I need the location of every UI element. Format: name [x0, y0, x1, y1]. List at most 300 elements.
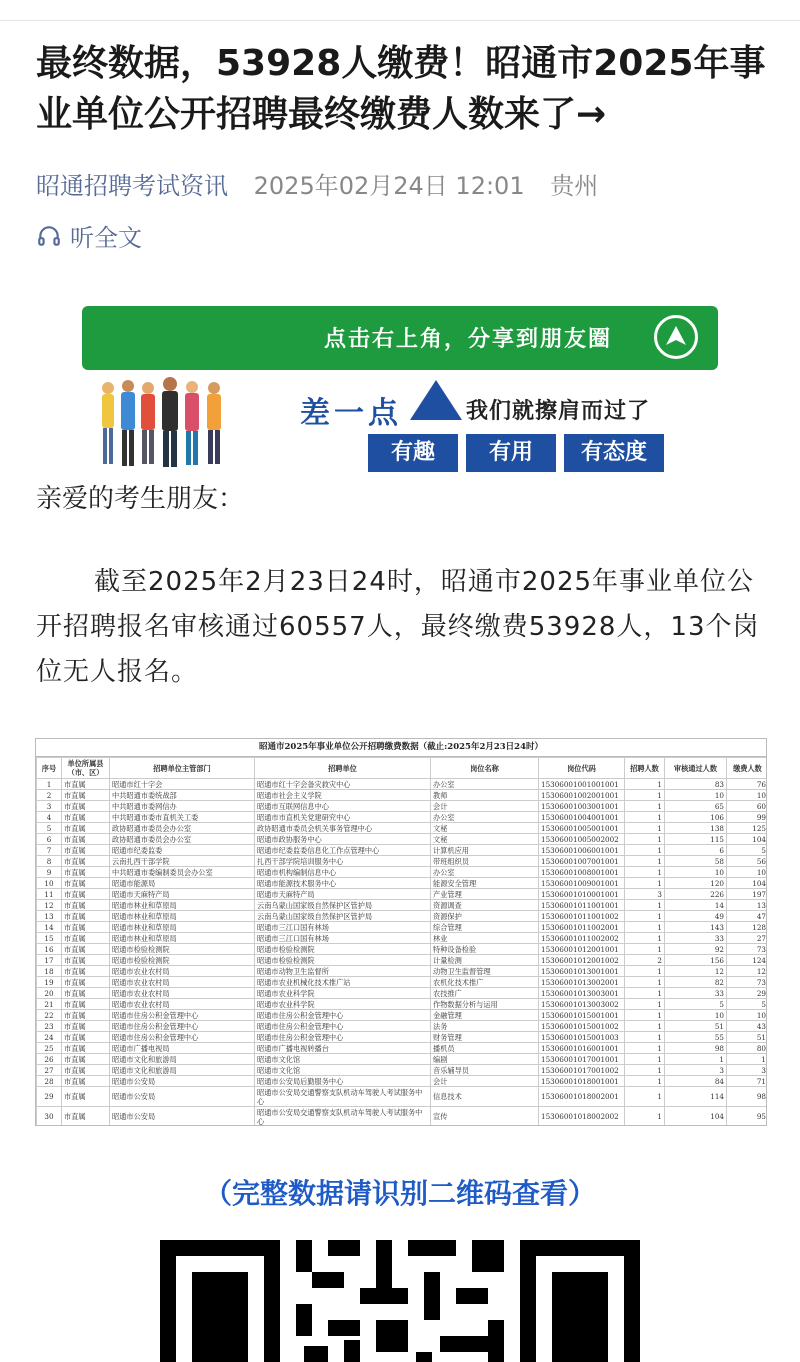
- table-cell: 计算机应用: [431, 845, 539, 856]
- table-row: [37, 834, 768, 845]
- table-cell: 昭通市农业农村局: [110, 977, 255, 988]
- table-cell: 特种设备检验: [431, 944, 539, 955]
- table-cell: 5: [665, 999, 727, 1010]
- table-cell: 昭通市三江口国有林场: [255, 922, 431, 933]
- table-cell: 15306001002001001: [539, 790, 625, 801]
- table-cell: 昭通市文化馆: [255, 1054, 431, 1065]
- table-cell: 市直属: [62, 988, 110, 999]
- table-cell: 作物数据分析与运用: [431, 999, 539, 1010]
- table-cell: 昭通市农业机械化技术推广站: [255, 977, 431, 988]
- table-cell: 中共昭通市委网信办: [110, 801, 255, 812]
- table-cell: 市直属: [62, 1107, 110, 1127]
- table-cell: 11: [37, 889, 62, 900]
- table-cell: 9: [37, 867, 62, 878]
- table-cell: 昭通市林业和草原局: [110, 933, 255, 944]
- table-cell: 市直属: [62, 790, 110, 801]
- table-body: [37, 779, 768, 1127]
- table-cell: 1: [625, 977, 665, 988]
- account-name-link[interactable]: 昭通招聘考试资讯: [36, 172, 228, 200]
- col-header: 缴费人数: [727, 758, 768, 779]
- table-cell: 26: [37, 1054, 62, 1065]
- table-cell: 19: [37, 977, 62, 988]
- table-cell: 16: [37, 944, 62, 955]
- slogan-banner: [300, 380, 690, 476]
- table-cell: 计量检测: [431, 955, 539, 966]
- table-cell: 22: [37, 1010, 62, 1021]
- table-cell: 120: [665, 878, 727, 889]
- table-cell: 文秘: [431, 834, 539, 845]
- table-cell: 昭通市住房公积金管理中心: [255, 1010, 431, 1021]
- col-header: 岗位代码: [539, 758, 625, 779]
- table-cell: 1: [625, 801, 665, 812]
- table-row: [37, 977, 768, 988]
- table-cell: 1: [625, 867, 665, 878]
- table-cell: 昭通市动物卫生监督所: [255, 966, 431, 977]
- table-cell: 1: [625, 1010, 665, 1021]
- table-cell: 226: [665, 889, 727, 900]
- table-cell: 1: [625, 966, 665, 977]
- table-cell: 昭通市红十字会备灾救灾中心: [255, 779, 431, 790]
- table-row: [37, 1010, 768, 1021]
- table-cell: 3: [37, 801, 62, 812]
- table-cell: 1: [625, 1087, 665, 1107]
- table-row: [37, 779, 768, 790]
- table-cell: 带班组织员: [431, 856, 539, 867]
- table-cell: 15: [37, 933, 62, 944]
- table-cell: 市直属: [62, 999, 110, 1010]
- table-cell: 农机化技术推广: [431, 977, 539, 988]
- table-cell: 市直属: [62, 801, 110, 812]
- table-cell: 市直属: [62, 878, 110, 889]
- table-cell: 昭通市文化和旅游局: [110, 1054, 255, 1065]
- table-cell: 15306001013001001: [539, 966, 625, 977]
- table-cell: 4: [37, 812, 62, 823]
- table-row: [37, 1021, 768, 1032]
- slogan-main: 差一点: [300, 396, 402, 431]
- table-cell: 1: [625, 999, 665, 1010]
- table-cell: 23: [37, 1021, 62, 1032]
- table-cell: 市直属: [62, 977, 110, 988]
- table-cell: 5: [37, 823, 62, 834]
- table-row: [37, 1107, 768, 1127]
- table-row: [37, 966, 768, 977]
- table-cell: 市直属: [62, 812, 110, 823]
- table-cell: 15306001011001001: [539, 900, 625, 911]
- table-cell: 15306001008001001: [539, 867, 625, 878]
- table-cell: 15306001018001001: [539, 1076, 625, 1087]
- table-cell: 市直属: [62, 922, 110, 933]
- table-cell: 15306001011002001: [539, 922, 625, 933]
- table-cell: 昭通市广播电视转播台: [255, 1043, 431, 1054]
- table-cell: 10: [727, 867, 768, 878]
- table-cell: 昭通市机构编制信息中心: [255, 867, 431, 878]
- listen-full-text-button[interactable]: [36, 218, 142, 253]
- table-cell: 市直属: [62, 933, 110, 944]
- table-cell: 6: [665, 845, 727, 856]
- table-cell: 14: [37, 922, 62, 933]
- table-cell: 1: [37, 779, 62, 790]
- table-row: [37, 911, 768, 922]
- table-cell: 政协昭通市委员会机关事务管理中心: [255, 823, 431, 834]
- table-cell: 1: [625, 1032, 665, 1043]
- table-cell: 会计: [431, 1076, 539, 1087]
- table-cell: 2: [37, 790, 62, 801]
- table-row: [37, 944, 768, 955]
- table-cell: 15306001003001001: [539, 801, 625, 812]
- table-cell: 市直属: [62, 1043, 110, 1054]
- table-cell: 5: [727, 845, 768, 856]
- tag-useful: 有用: [466, 434, 556, 472]
- listen-label: 听全文: [70, 224, 142, 252]
- table-cell: 49: [665, 911, 727, 922]
- table-cell: 12: [37, 900, 62, 911]
- table-cell: 29: [37, 1087, 62, 1107]
- publish-time: 2025年02月24日 12:01: [253, 172, 525, 200]
- table-cell: 1: [625, 834, 665, 845]
- table-cell: 1: [665, 1054, 727, 1065]
- table-cell: 1: [625, 1065, 665, 1076]
- table-cell: 95: [727, 1107, 768, 1127]
- col-header: 审核通过人数: [665, 758, 727, 779]
- table-cell: 15306001005001001: [539, 823, 625, 834]
- table-cell: 3: [625, 889, 665, 900]
- table-cell: 播机员: [431, 1043, 539, 1054]
- table-cell: 1: [625, 878, 665, 889]
- fee-data-table-image: [35, 738, 767, 1126]
- table-cell: 昭通市检验检测院: [110, 955, 255, 966]
- table-cell: 143: [665, 922, 727, 933]
- table-cell: 43: [727, 1021, 768, 1032]
- table-row: [37, 933, 768, 944]
- table-cell: 1: [625, 856, 665, 867]
- table-cell: 法务: [431, 1021, 539, 1032]
- table-cell: 17: [37, 955, 62, 966]
- share-banner-text: 点击右上角，分享到朋友圈: [324, 327, 613, 352]
- table-cell: 13: [727, 900, 768, 911]
- table-row: [37, 922, 768, 933]
- table-cell: 办公室: [431, 867, 539, 878]
- table-row: [37, 845, 768, 856]
- table-cell: 市直属: [62, 1010, 110, 1021]
- table-cell: 昭通市公安局: [110, 1087, 255, 1107]
- table-cell: 5: [727, 999, 768, 1010]
- table-cell: 市直属: [62, 834, 110, 845]
- triangle-icon: [410, 380, 462, 420]
- table-cell: 58: [665, 856, 727, 867]
- table-row: [37, 1043, 768, 1054]
- table-cell: 办公室: [431, 779, 539, 790]
- table-row: [37, 1076, 768, 1087]
- table-cell: 1: [625, 911, 665, 922]
- table-cell: 197: [727, 889, 768, 900]
- table-cell: 10: [37, 878, 62, 889]
- col-header: 单位所属县（市、区）: [62, 758, 110, 779]
- table-cell: 市直属: [62, 1087, 110, 1107]
- table-cell: 1: [625, 1054, 665, 1065]
- table-cell: 1: [625, 812, 665, 823]
- table-cell: 104: [727, 878, 768, 889]
- table-cell: 昭通市公安局交通警察支队机动车驾驶人考试服务中心: [255, 1087, 431, 1107]
- table-cell: 15306001015001003: [539, 1032, 625, 1043]
- table-cell: 98: [727, 1087, 768, 1107]
- publish-location: 贵州: [550, 172, 599, 200]
- table-cell: 18: [37, 966, 62, 977]
- table-cell: 51: [727, 1032, 768, 1043]
- qr-code-image: [160, 1240, 640, 1362]
- table-cell: 15306001009001001: [539, 878, 625, 889]
- table-cell: 21: [37, 999, 62, 1010]
- table-cell: 昭通市林业和草原局: [110, 922, 255, 933]
- table-row: [37, 812, 768, 823]
- table-cell: 80: [727, 1043, 768, 1054]
- table-cell: 昭通市市直机关党建研究中心: [255, 812, 431, 823]
- table-cell: 12: [665, 966, 727, 977]
- table-cell: 15306001015001001: [539, 1010, 625, 1021]
- table-cell: 编剧: [431, 1054, 539, 1065]
- table-cell: 昭通市公安局后勤服务中心: [255, 1076, 431, 1087]
- table-row: [37, 1054, 768, 1065]
- table-cell: 办公室: [431, 812, 539, 823]
- table-cell: 15306001004001001: [539, 812, 625, 823]
- table-cell: 昭通市住房公积金管理中心: [255, 1021, 431, 1032]
- table-cell: 昭通市住房公积金管理中心: [110, 1032, 255, 1043]
- table-row: [37, 955, 768, 966]
- table-cell: 25: [37, 1043, 62, 1054]
- table-cell: 83: [665, 779, 727, 790]
- table-cell: 昭通市公安局: [110, 1076, 255, 1087]
- table-cell: 中共昭通市委编制委员会办公室: [110, 867, 255, 878]
- table-cell: 昭通市检验检测院: [110, 944, 255, 955]
- table-cell: 3: [727, 1065, 768, 1076]
- col-header: 招聘单位主管部门: [110, 758, 255, 779]
- tag-fun: 有趣: [368, 434, 458, 472]
- table-cell: 昭通市纪委监委: [110, 845, 255, 856]
- table-cell: 15306001013003001: [539, 988, 625, 999]
- table-cell: 市直属: [62, 955, 110, 966]
- table-cell: 会计: [431, 801, 539, 812]
- table-cell: 市直属: [62, 779, 110, 790]
- table-cell: 市直属: [62, 1065, 110, 1076]
- table-cell: 昭通市农业农村局: [110, 966, 255, 977]
- table-cell: 1: [625, 779, 665, 790]
- table-cell: 教师: [431, 790, 539, 801]
- table-cell: 宣传: [431, 1107, 539, 1127]
- table-cell: 84: [665, 1076, 727, 1087]
- table-cell: 昭通市纪委监委信息化工作点管理中心: [255, 845, 431, 856]
- table-cell: 1: [625, 845, 665, 856]
- article-meta: [36, 166, 598, 201]
- table-cell: 市直属: [62, 845, 110, 856]
- table-cell: 林业: [431, 933, 539, 944]
- table-cell: 农技推广: [431, 988, 539, 999]
- table-cell: 昭通市广播电视局: [110, 1043, 255, 1054]
- table-row: [37, 790, 768, 801]
- table-cell: 10: [665, 1010, 727, 1021]
- table-cell: 104: [727, 834, 768, 845]
- table-cell: 3: [665, 1065, 727, 1076]
- table-cell: 20: [37, 988, 62, 999]
- table-cell: 73: [727, 944, 768, 955]
- table-cell: 55: [665, 1032, 727, 1043]
- table-cell: 昭通市天麻特产局: [110, 889, 255, 900]
- table-cell: 1: [625, 1076, 665, 1087]
- table-cell: 综合管理: [431, 922, 539, 933]
- table-cell: 10: [665, 790, 727, 801]
- table-cell: 8: [37, 856, 62, 867]
- table-cell: 音乐辅导员: [431, 1065, 539, 1076]
- tag-attitude: 有态度: [564, 434, 664, 472]
- share-up-arrow-icon: [654, 315, 698, 359]
- table-row: [37, 988, 768, 999]
- table-cell: 65: [665, 801, 727, 812]
- table-cell: 30: [37, 1107, 62, 1127]
- table-row: [37, 889, 768, 900]
- table-cell: 6: [37, 834, 62, 845]
- col-header: 招聘单位: [255, 758, 431, 779]
- table-cell: 76: [727, 779, 768, 790]
- greeting: 亲爱的考生朋友：: [36, 484, 245, 514]
- article-title: 最终数据，53928人缴费！昭通市2025年事业单位公开招聘最终缴费人数来了→: [36, 43, 766, 135]
- table-cell: 昭通市互联网信息中心: [255, 801, 431, 812]
- table-cell: 昭通市社会主义学院: [255, 790, 431, 801]
- table-cell: 56: [727, 856, 768, 867]
- table-cell: 云南乌蒙山国家级自然保护区管护局: [255, 911, 431, 922]
- table-cell: 1: [625, 1021, 665, 1032]
- table-cell: 1: [625, 900, 665, 911]
- table-cell: 昭通市林业和草原局: [110, 900, 255, 911]
- table-cell: 2: [625, 955, 665, 966]
- table-cell: 市直属: [62, 867, 110, 878]
- table-cell: 15306001018002001: [539, 1087, 625, 1107]
- table-cell: 市直属: [62, 944, 110, 955]
- table-cell: 扎西干部学院培训服务中心: [255, 856, 431, 867]
- table-cell: 昭通市检验检测院: [255, 955, 431, 966]
- table-cell: 1: [625, 922, 665, 933]
- table-cell: 1: [625, 988, 665, 999]
- table-cell: 资源保护: [431, 911, 539, 922]
- table-row: [37, 823, 768, 834]
- table-cell: 1: [625, 1107, 665, 1127]
- table-cell: 7: [37, 845, 62, 856]
- table-cell: 98: [665, 1043, 727, 1054]
- table-cell: 138: [665, 823, 727, 834]
- table-cell: 51: [665, 1021, 727, 1032]
- table-row: [37, 999, 768, 1010]
- table-cell: 33: [665, 933, 727, 944]
- table-cell: 1: [625, 790, 665, 801]
- table-cell: 15306001013002001: [539, 977, 625, 988]
- table-cell: 10: [727, 790, 768, 801]
- table-cell: 昭通市三江口国有林场: [255, 933, 431, 944]
- table-cell: 156: [665, 955, 727, 966]
- table-cell: 15306001011001002: [539, 911, 625, 922]
- col-header: 招聘人数: [625, 758, 665, 779]
- table-cell: 15306001012001002: [539, 955, 625, 966]
- people-illustration: [94, 374, 234, 474]
- table-cell: 73: [727, 977, 768, 988]
- table-cell: 云南扎西干部学院: [110, 856, 255, 867]
- table-cell: 市直属: [62, 823, 110, 834]
- table-title: 昭通市2025年事业单位公开招聘缴费数据（截止:2025年2月23日24时）: [36, 739, 766, 757]
- table-row: [37, 1087, 768, 1107]
- table-cell: 15306001018002002: [539, 1107, 625, 1127]
- table-cell: 1: [625, 823, 665, 834]
- table-cell: 27: [37, 1065, 62, 1076]
- table-cell: 金融管理: [431, 1010, 539, 1021]
- table-row: [37, 801, 768, 812]
- table-cell: 71: [727, 1076, 768, 1087]
- table-cell: 125: [727, 823, 768, 834]
- table-cell: 15306001011002002: [539, 933, 625, 944]
- table-cell: 市直属: [62, 856, 110, 867]
- table-cell: 政协昭通市委员会办公室: [110, 823, 255, 834]
- table-cell: 128: [727, 922, 768, 933]
- table-cell: 中共昭通市委市直机关工委: [110, 812, 255, 823]
- table-cell: 15306001006001001: [539, 845, 625, 856]
- share-banner: [82, 306, 718, 370]
- table-cell: 能源安全管理: [431, 878, 539, 889]
- table-cell: 动物卫生监督管理: [431, 966, 539, 977]
- table-cell: 15306001013003002: [539, 999, 625, 1010]
- table-cell: 99: [727, 812, 768, 823]
- table-cell: 1: [727, 1054, 768, 1065]
- table-cell: 昭通市公安局: [110, 1107, 255, 1127]
- table-cell: 10: [727, 1010, 768, 1021]
- table-cell: 昭通市天麻特产局: [255, 889, 431, 900]
- table-cell: 1: [625, 933, 665, 944]
- table-cell: 昭通市公安局交通警察支队机动车驾驶人考试服务中心: [255, 1107, 431, 1127]
- table-row: [37, 1032, 768, 1043]
- table-cell: 市直属: [62, 889, 110, 900]
- table-cell: 文秘: [431, 823, 539, 834]
- table-cell: 政协昭通市委员会办公室: [110, 834, 255, 845]
- table-cell: 82: [665, 977, 727, 988]
- table-cell: 昭通市红十字会: [110, 779, 255, 790]
- table-cell: 13: [37, 911, 62, 922]
- table-cell: 财务管理: [431, 1032, 539, 1043]
- table-cell: 15306001001001001: [539, 779, 625, 790]
- table-cell: 15306001016001001: [539, 1043, 625, 1054]
- table-cell: 昭通市农业科学院: [255, 988, 431, 999]
- table-row: [37, 1065, 768, 1076]
- table-cell: 市直属: [62, 1054, 110, 1065]
- table-cell: 昭通市能源技术服务中心: [255, 878, 431, 889]
- top-divider: [0, 20, 800, 21]
- table-cell: 昭通市林业和草原局: [110, 911, 255, 922]
- table-header-row: [37, 758, 768, 779]
- col-header: 序号: [37, 758, 62, 779]
- table-cell: 15306001015001002: [539, 1021, 625, 1032]
- table-cell: 10: [665, 867, 727, 878]
- table-cell: 昭通市文化和旅游局: [110, 1065, 255, 1076]
- table-row: [37, 900, 768, 911]
- table-cell: 市直属: [62, 900, 110, 911]
- table-cell: 市直属: [62, 966, 110, 977]
- table-cell: 114: [665, 1087, 727, 1107]
- table-row: [37, 878, 768, 889]
- table-cell: 29: [727, 988, 768, 999]
- table-cell: 14: [665, 900, 727, 911]
- table-cell: 昭通市农业农村局: [110, 988, 255, 999]
- table-cell: 27: [727, 933, 768, 944]
- slogan-sub: 我们就擦肩而过了: [466, 399, 651, 424]
- table-cell: 1: [625, 1043, 665, 1054]
- table-cell: 12: [727, 966, 768, 977]
- table-cell: 124: [727, 955, 768, 966]
- table-cell: 市直属: [62, 1021, 110, 1032]
- table-cell: 产业管理: [431, 889, 539, 900]
- table-cell: 昭通市文化馆: [255, 1065, 431, 1076]
